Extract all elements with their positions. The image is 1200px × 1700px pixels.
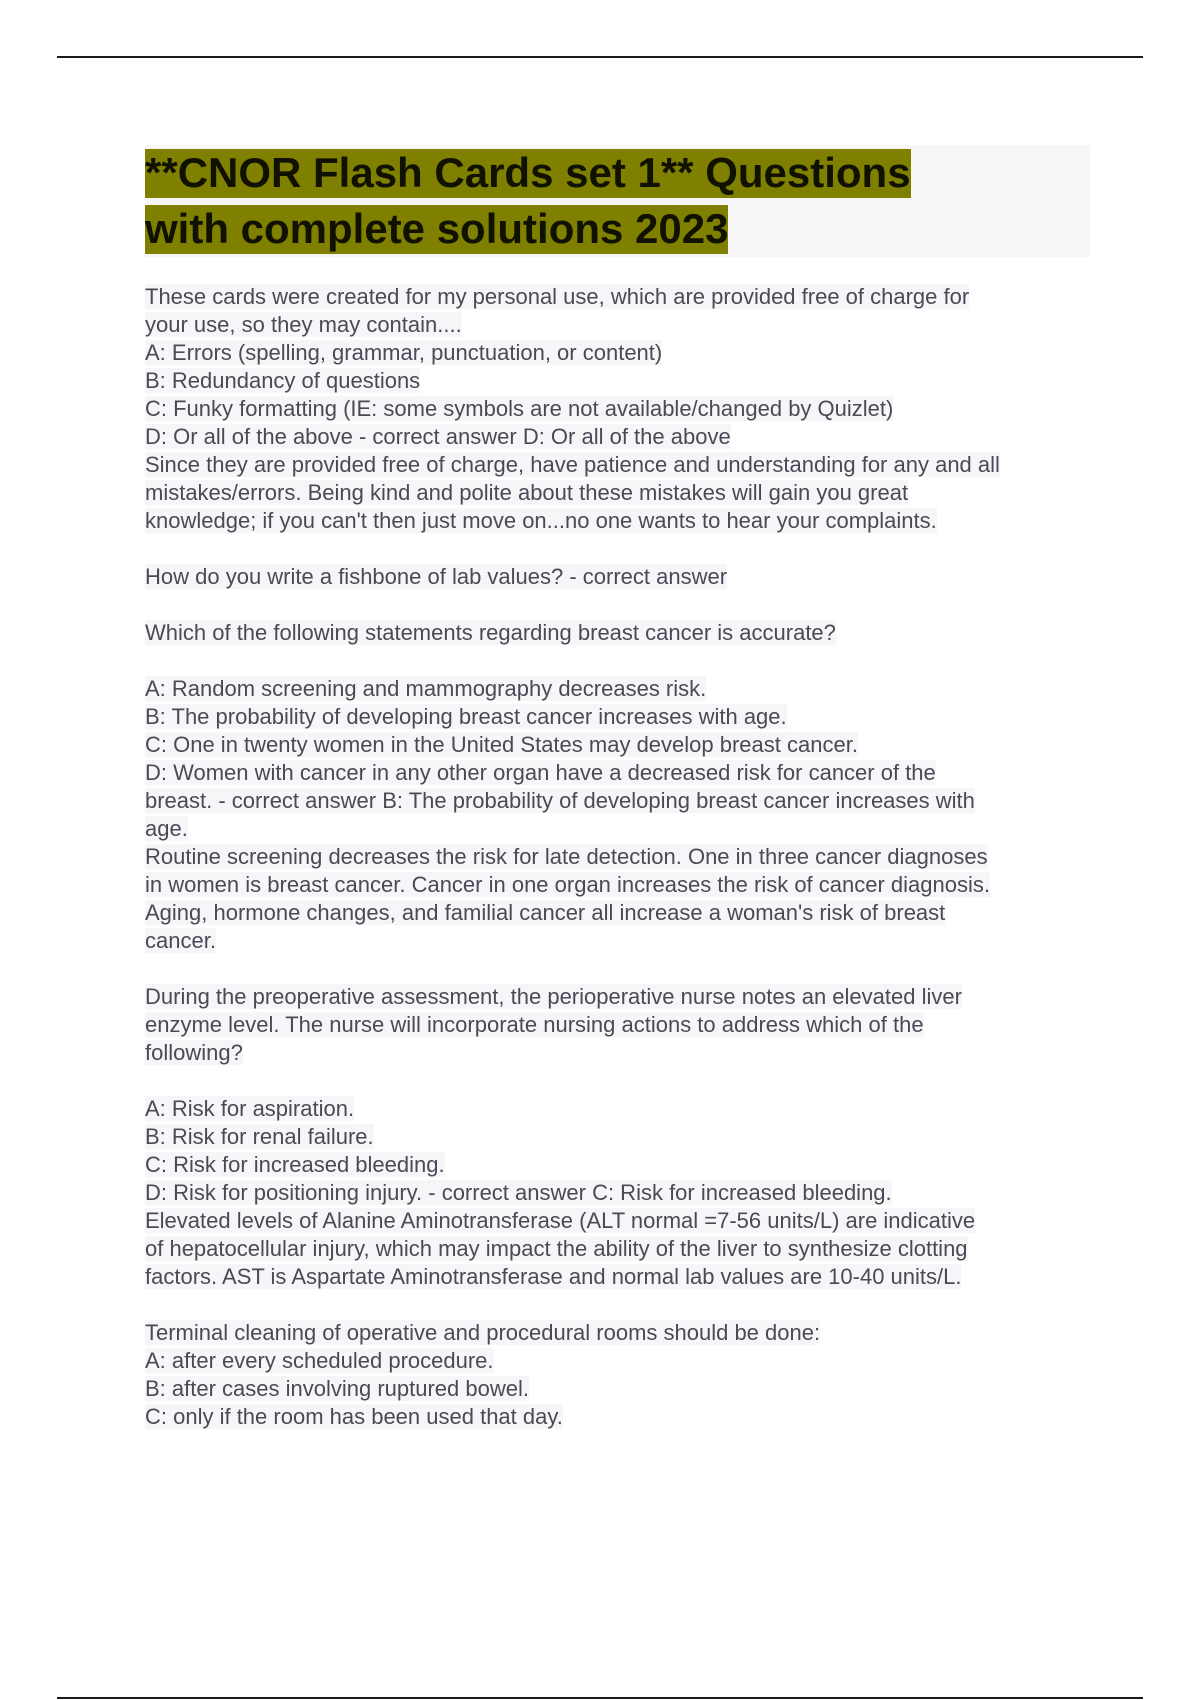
text-line-content: C: Risk for increased bleeding. [145, 1152, 445, 1177]
paragraph [145, 283, 1090, 535]
text-line-content: Which of the following statements regarding breast cancer is accurate? [145, 620, 836, 645]
text-line [145, 479, 1090, 507]
text-line [145, 1235, 1090, 1263]
text-line [145, 1039, 1090, 1067]
title-line-1: **CNOR Flash Cards set 1** Questions [145, 149, 911, 196]
text-line [145, 563, 1090, 591]
text-line [145, 619, 1090, 647]
header-rule [57, 56, 1143, 58]
document-title [145, 145, 1090, 257]
text-line-content: following? [145, 1040, 243, 1065]
text-line [145, 1263, 1090, 1291]
paragraph [145, 619, 1090, 647]
text-line-content: C: only if the room has been used that day. [145, 1404, 563, 1429]
text-line [145, 675, 1090, 703]
text-line-content: B: Risk for renal failure. [145, 1124, 374, 1149]
text-line-content: D: Women with cancer in any other organ have a decreased risk for cancer of the [145, 760, 936, 785]
paragraph [145, 983, 1090, 1067]
text-line [145, 759, 1090, 787]
text-line [145, 1207, 1090, 1235]
text-line [145, 339, 1090, 367]
paragraph [145, 563, 1090, 591]
text-line-content: A: Errors (spelling, grammar, punctuation, or content) [145, 340, 663, 365]
text-line-content: factors. AST is Aspartate Aminotransferase and normal lab values are 10-40 units/L. [145, 1264, 962, 1289]
text-line [145, 927, 1090, 955]
text-line [145, 731, 1090, 759]
text-line-content: B: The probability of developing breast cancer increases with age. [145, 704, 787, 729]
text-line-content: B: Redundancy of questions [145, 368, 421, 393]
text-line [145, 1123, 1090, 1151]
text-line-content: enzyme level. The nurse will incorporate nursing actions to address which of the [145, 1012, 924, 1037]
text-line [145, 1319, 1090, 1347]
text-line [145, 871, 1090, 899]
text-line [145, 843, 1090, 871]
title-block [145, 145, 1090, 257]
text-line [145, 367, 1090, 395]
text-line-content: of hepatocellular injury, which may impact the ability of the liver to synthesize clotting [145, 1236, 968, 1261]
text-line-content: During the preoperative assessment, the perioperative nurse notes an elevated liver [145, 984, 962, 1009]
text-line-content: in women is breast cancer. Cancer in one organ increases the risk of cancer diagnosis. [145, 872, 990, 897]
text-line [145, 1151, 1090, 1179]
footer-rule [57, 1697, 1143, 1699]
text-line-content: age. [145, 816, 188, 841]
text-line [145, 815, 1090, 843]
text-line [145, 1179, 1090, 1207]
paragraph-gap [145, 1291, 1090, 1319]
paragraph [145, 675, 1090, 955]
text-line-content: A: after every scheduled procedure. [145, 1348, 494, 1373]
text-line [145, 507, 1090, 535]
text-line [145, 423, 1090, 451]
text-line-content: B: after cases involving ruptured bowel. [145, 1376, 529, 1401]
text-line [145, 311, 1090, 339]
text-line-content: These cards were created for my personal use, which are provided free of charge for [145, 284, 970, 309]
text-line [145, 1011, 1090, 1039]
text-line-content: mistakes/errors. Being kind and polite about these mistakes will gain you great [145, 480, 909, 505]
text-line-content: breast. - correct answer B: The probability of developing breast cancer increases with [145, 788, 975, 813]
text-line-content: How do you write a fishbone of lab values? - correct answer [145, 564, 728, 589]
text-line [145, 1347, 1090, 1375]
text-line-content: A: Risk for aspiration. [145, 1096, 355, 1121]
paragraph-gap [145, 1067, 1090, 1095]
text-line [145, 395, 1090, 423]
text-line-content: your use, so they may contain.... [145, 312, 462, 337]
text-line [145, 283, 1090, 311]
document-page [145, 145, 1090, 1431]
text-line-content: C: Funky formatting (IE: some symbols are not available/changed by Quizlet) [145, 396, 894, 421]
paragraph-gap [145, 535, 1090, 563]
paragraph-gap [145, 591, 1090, 619]
paragraph-gap [145, 955, 1090, 983]
text-line-content: knowledge; if you can't then just move on...no one wants to hear your complaints. [145, 508, 937, 533]
text-line-content: Routine screening decreases the risk for late detection. One in three cancer diagnoses [145, 844, 988, 869]
text-line-content: Elevated levels of Alanine Aminotransferase (ALT normal =7-56 units/L) are indicative [145, 1208, 976, 1233]
text-line-content: D: Risk for positioning injury. - correct answer C: Risk for increased bleeding. [145, 1180, 892, 1205]
text-line [145, 983, 1090, 1011]
text-line [145, 1375, 1090, 1403]
text-line-content: Aging, hormone changes, and familial cancer all increase a woman's risk of breast [145, 900, 946, 925]
text-line-content: Since they are provided free of charge, have patience and understanding for any and all [145, 452, 1000, 477]
text-line [145, 1403, 1090, 1431]
paragraph-gap [145, 647, 1090, 675]
title-line-2: with complete solutions 2023 [145, 205, 729, 252]
text-line-content: Terminal cleaning of operative and procedural rooms should be done: [145, 1320, 821, 1345]
paragraph [145, 1319, 1090, 1431]
text-line [145, 899, 1090, 927]
paragraph [145, 1095, 1090, 1291]
text-line [145, 1095, 1090, 1123]
text-line-content: cancer. [145, 928, 216, 953]
document-body [145, 283, 1090, 1431]
text-line [145, 787, 1090, 815]
text-line-content: A: Random screening and mammography decreases risk. [145, 676, 707, 701]
text-line [145, 703, 1090, 731]
text-line-content: D: Or all of the above - correct answer D: Or all of the above [145, 424, 731, 449]
text-line-content: C: One in twenty women in the United States may develop breast cancer. [145, 732, 858, 757]
text-line [145, 451, 1090, 479]
